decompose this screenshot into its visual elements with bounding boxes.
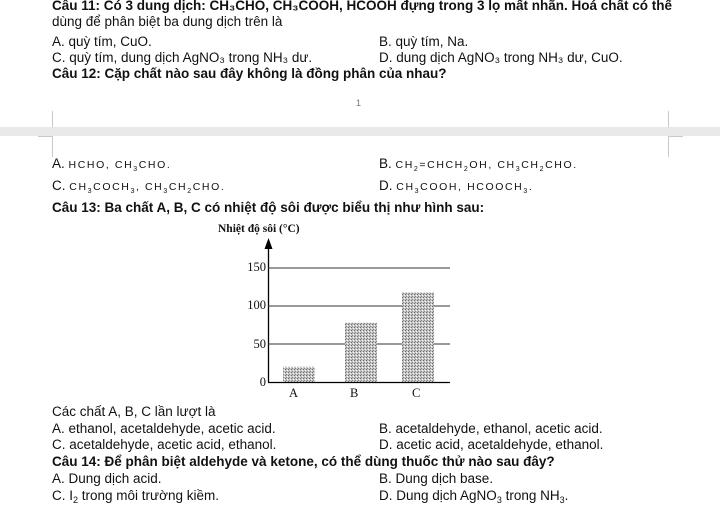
bar-B xyxy=(345,323,377,382)
q12-option-b-text: $CH_2=CHCH_2OH$, $CH_3CH_2CHO$. xyxy=(395,159,578,173)
bar-A xyxy=(283,367,315,382)
q12-option-c: C. $CH_3COCH_3$, $CH_3CH_2CHO$. xyxy=(52,178,226,195)
q13-option-d: D. acetic acid, acetaldehyde, ethanol. xyxy=(379,437,604,452)
q14-option-a: A. Dung dịch acid. xyxy=(52,471,162,486)
q13-stem: Câu 13: Ba chất A, B, C có nhiệt độ sôi được biểu thị như hình sau: xyxy=(52,200,485,215)
q14-option-b: B. Dung dịch base. xyxy=(379,471,494,486)
q12-option-d: D. $CH_3COOH$, $HCOOCH_3$. xyxy=(379,178,534,195)
x-category-label: A xyxy=(289,386,299,400)
q14-stem: Câu 14: Để phân biệt aldehyde và ketone, có thể dùng thuốc thử nào sau đây? xyxy=(52,454,555,469)
q11-option-d: D. dung dịch AgNO₃ trong NH₃ dư, CuO. xyxy=(379,50,623,65)
y-tick-label: 50 xyxy=(253,337,266,351)
q12-option-c-text: $CH_3COCH_3$, $CH_3CH_2CHO$. xyxy=(69,181,226,195)
page-corner-mark xyxy=(668,136,683,157)
q12-option-a: A. HCHO, $CH_3CHO$. xyxy=(52,156,172,173)
q12-option-d-text: $CH_3COOH$, $HCOOCH_3$. xyxy=(396,181,534,195)
y-tick-label: 100 xyxy=(247,298,266,312)
page-break xyxy=(0,127,720,136)
q14-option-c: C. $I_2$ trong môi trường kiềm. xyxy=(52,488,219,505)
q13-option-b: B. acetaldehyde, ethanol, acetic acid. xyxy=(379,421,603,436)
q11-option-b: B. quỳ tím, Na. xyxy=(379,34,469,49)
q13-answer-prompt: Các chất A, B, C lần lượt là xyxy=(52,404,216,419)
y-tick-label: 150 xyxy=(247,260,266,274)
x-category-label: C xyxy=(412,386,421,400)
chart-title: Nhiệt độ sôi (°C) xyxy=(218,223,300,235)
q11-option-a: A. quỳ tím, CuO. xyxy=(52,34,152,49)
x-category-label: B xyxy=(350,386,359,400)
bar-C xyxy=(402,292,434,382)
q13-option-c: C. acetaldehyde, acetic acid, ethanol. xyxy=(52,437,277,452)
y-tick-label: 0 xyxy=(259,375,266,389)
q12-stem: Câu 12: Cặp chất nào sau đây không là đồng phân của nhau? xyxy=(52,66,447,81)
q12-option-a-text: HCHO, $CH_3CHO$. xyxy=(68,159,172,173)
page-corner-mark xyxy=(38,136,53,157)
q11-stem-line1: Câu 11: Có 3 dung dịch: CH₃CHO, CH₃COOH, HCOOH đựng trong 3 lọ mất nhãn. Hoá chất có thể xyxy=(52,0,673,13)
q14-option-d: D. Dung dịch AgNO$_3$ trong $NH_3$. xyxy=(379,488,569,505)
q11-option-c: C. quỳ tím, dung dịch AgNO₃ trong NH₃ dư. xyxy=(52,50,313,65)
q13-option-a: A. ethanol, acetaldehyde, acetic acid. xyxy=(52,421,276,436)
q11-stem-line2: dùng để phân biệt ba dung dịch trên là xyxy=(52,14,283,29)
q12-option-b: B. $CH_2=CHCH_2OH$, $CH_3CH_2CHO$. xyxy=(379,156,578,173)
page-number: 1 xyxy=(356,98,362,108)
y-axis-arrow xyxy=(265,238,273,249)
